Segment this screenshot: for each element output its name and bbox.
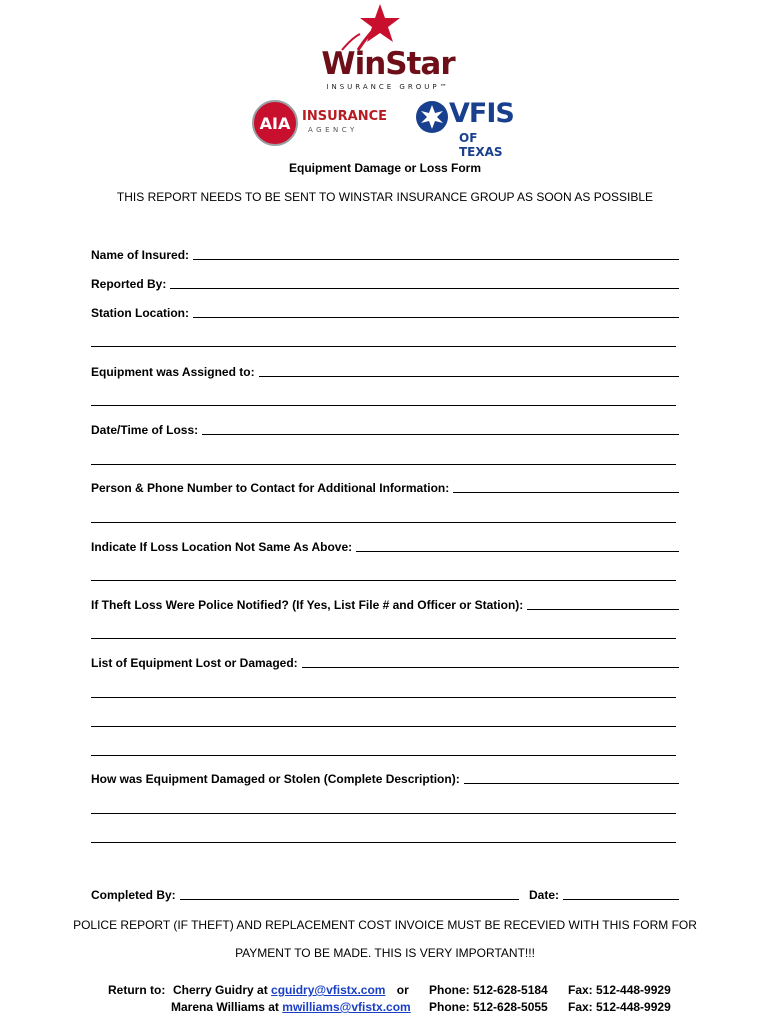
equipment-assigned-field[interactable] bbox=[91, 365, 679, 379]
contact-1-email-link[interactable]: cguidry@vfistx.com bbox=[271, 983, 386, 997]
equipment-list-continuation-line-1[interactable] bbox=[91, 697, 676, 698]
equipment-list-continuation-line-3[interactable] bbox=[91, 755, 676, 756]
aia-insurance-agency-logo bbox=[250, 98, 405, 150]
date-line[interactable] bbox=[563, 889, 679, 900]
equipment-list-continuation-line-2[interactable] bbox=[91, 726, 676, 727]
completed-by-line[interactable] bbox=[180, 889, 519, 900]
contact-1-text: Cherry Guidry at bbox=[173, 983, 268, 997]
vfis-logo-text: VFIS bbox=[449, 98, 514, 129]
equipment-assigned-label: Equipment was Assigned to: bbox=[91, 365, 255, 379]
equipment-list-line[interactable] bbox=[302, 657, 679, 668]
svg-text:AIA: AIA bbox=[259, 114, 291, 133]
how-damaged-field[interactable] bbox=[91, 772, 679, 786]
contact-person-line[interactable] bbox=[453, 482, 679, 493]
contact-2-phone: Phone: 512-628-5055 bbox=[429, 1000, 548, 1014]
police-report-notice-line-1: POLICE REPORT (IF THEFT) AND REPLACEMENT COST INVOICE MUST BE RECEVIED WITH THIS FORM FOR bbox=[73, 918, 697, 932]
contact-or-text: or bbox=[396, 983, 409, 997]
contact-1-name bbox=[173, 983, 409, 997]
reported-by-line[interactable] bbox=[170, 278, 679, 289]
how-damaged-line[interactable] bbox=[464, 773, 679, 784]
station-location-label: Station Location: bbox=[91, 306, 189, 320]
contact-person-continuation-line[interactable] bbox=[91, 522, 676, 523]
theft-police-field[interactable] bbox=[91, 598, 679, 612]
reported-by-field[interactable] bbox=[91, 277, 679, 291]
reported-by-label: Reported By: bbox=[91, 277, 167, 291]
contact-2-text: Marena Williams at bbox=[171, 1000, 279, 1014]
contact-1-fax: Fax: 512-448-9929 bbox=[568, 983, 671, 997]
station-location-line[interactable] bbox=[193, 307, 679, 318]
date-label: Date: bbox=[528, 888, 559, 902]
winstar-logo-subtitle: INSURANCE GROUP™ bbox=[326, 83, 450, 91]
form-title: Equipment Damage or Loss Form bbox=[288, 161, 482, 175]
contact-1-phone: Phone: 512-628-5184 bbox=[429, 983, 548, 997]
loss-location-line[interactable] bbox=[356, 541, 679, 552]
equipment-assigned-line[interactable] bbox=[259, 366, 679, 377]
vfis-logo-subtitle: OF TEXAS bbox=[459, 131, 503, 159]
completed-by-label: Completed By: bbox=[91, 888, 176, 902]
how-damaged-label: How was Equipment Damaged or Stolen (Complete Description): bbox=[91, 772, 460, 786]
winstar-logo-text: WinStar bbox=[321, 46, 455, 82]
how-damaged-continuation-line-2[interactable] bbox=[91, 842, 676, 843]
aia-logo-text: INSURANCE bbox=[302, 109, 388, 124]
name-of-insured-label: Name of Insured: bbox=[91, 248, 190, 262]
winstar-star-icon bbox=[318, 2, 458, 52]
station-location-field[interactable] bbox=[91, 306, 679, 320]
contact-2-fax: Fax: 512-448-9929 bbox=[568, 1000, 671, 1014]
submission-notice: THIS REPORT NEEDS TO BE SENT TO WINSTAR INSURANCE GROUP AS SOON AS POSSIBLE bbox=[116, 190, 654, 204]
maltese-cross-icon bbox=[415, 100, 449, 134]
winstar-logo bbox=[318, 2, 458, 98]
loss-location-field[interactable] bbox=[91, 540, 679, 554]
theft-police-continuation-line[interactable] bbox=[91, 638, 676, 639]
name-of-insured-line[interactable] bbox=[193, 249, 679, 260]
date-time-loss-continuation-line[interactable] bbox=[91, 464, 676, 465]
police-report-notice-line-2: PAYMENT TO BE MADE. THIS IS VERY IMPORTANT!!! bbox=[235, 946, 535, 960]
completed-by-row bbox=[91, 888, 679, 902]
vfis-of-texas-logo bbox=[413, 98, 525, 159]
aia-logo-subtitle: AGENCY bbox=[308, 126, 358, 134]
date-time-loss-field[interactable] bbox=[91, 423, 679, 437]
how-damaged-continuation-line-1[interactable] bbox=[91, 813, 676, 814]
theft-police-line[interactable] bbox=[527, 599, 679, 610]
date-time-loss-label: Date/Time of Loss: bbox=[91, 423, 199, 437]
contact-2-email-link[interactable]: mwilliams@vfistx.com bbox=[282, 1000, 411, 1014]
return-to-label: Return to: bbox=[108, 983, 166, 997]
equipment-list-field[interactable] bbox=[91, 656, 679, 670]
station-location-continuation-line[interactable] bbox=[91, 346, 676, 347]
equipment-list-label: List of Equipment Lost or Damaged: bbox=[91, 656, 298, 670]
aia-emblem-icon bbox=[250, 98, 300, 148]
name-of-insured-field[interactable] bbox=[91, 248, 679, 262]
contact-person-field[interactable] bbox=[91, 481, 679, 495]
contact-person-label: Person & Phone Number to Contact for Additional Information: bbox=[91, 481, 450, 495]
theft-police-label: If Theft Loss Were Police Notified? (If Yes, List File # and Officer or Station): bbox=[91, 598, 524, 612]
date-time-loss-line[interactable] bbox=[202, 424, 679, 435]
contact-2-name bbox=[171, 1000, 411, 1014]
loss-location-label: Indicate If Loss Location Not Same As Above: bbox=[91, 540, 353, 554]
equipment-assigned-continuation-line[interactable] bbox=[91, 405, 676, 406]
loss-location-continuation-line[interactable] bbox=[91, 580, 676, 581]
